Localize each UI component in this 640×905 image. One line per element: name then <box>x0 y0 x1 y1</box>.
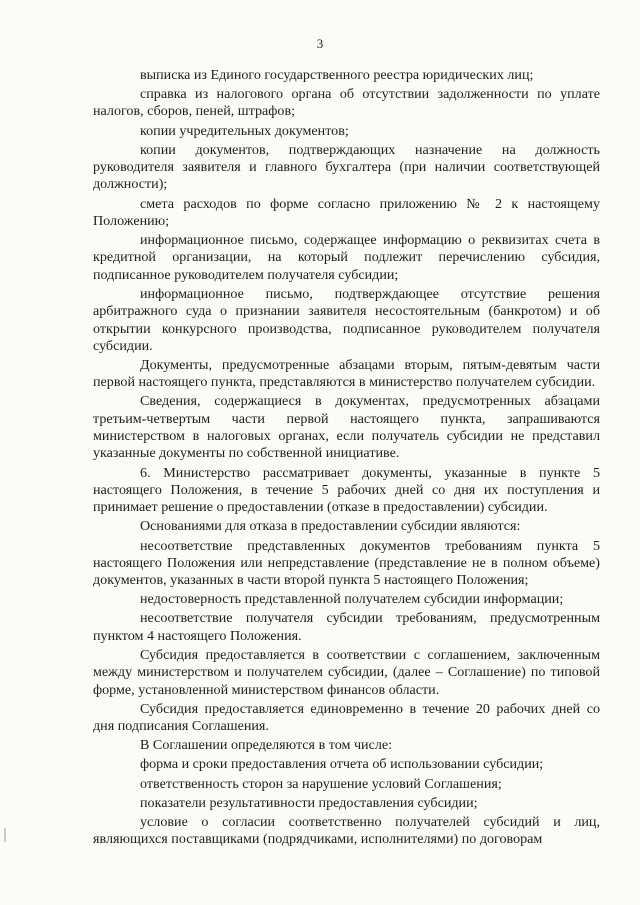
paragraph: Основаниями для отказа в предоставлении субсидии являются: <box>140 518 521 535</box>
paragraph: показатели результативности предоставления субсидии; <box>140 794 478 811</box>
paragraph: форма и сроки предоставления отчета об использовании субсидии; <box>140 756 544 773</box>
paragraph: копии документов, подтверждающих назначение на должность руководителя заявителя и главного бухгалтера (при наличии соответствующей должности); <box>93 141 600 193</box>
paragraph: Сведения, содержащиеся в документах, предусмотренных абзацами третьим-четвертым части первой настоящего пункта, запрашиваются министерством в налоговых органах, если получатель субсидии не представил указанные документы по собственной инициативе. <box>93 393 600 462</box>
paragraph: Субсидия предоставляется в соответствии с соглашением, заключенным между министерством и получателем субсидии, (далее – Соглашение) по типовой форме, установленной министерством финансов области. <box>93 646 600 698</box>
paragraph: Документы, предусмотренные абзацами вторым, пятым-девятым части первой настоящего пункта, представляются в министерство получателем субсидии. <box>93 356 600 391</box>
paragraph: несоответствие представленных документов требованиям пункта 5 настоящего Положения или непредставление (представление не в полном объеме) документов, указанных в части второй пункта 5 настоящего Положения; <box>93 537 600 589</box>
paragraph: ответственность сторон за нарушение условий Соглашения; <box>140 775 502 792</box>
paragraph: смета расходов по форме согласно приложению № 2 к настоящему Положению; <box>93 195 600 229</box>
paragraph: условие о согласии соответственно получателей субсидий и лиц, являющихся поставщиками (подрядчиками, исполнителями) по договорам <box>93 813 600 848</box>
paragraph: информационное письмо, подтверждающее отсутствие решения арбитражного суда о признании заявителя несостоятельным (банкротом) и об открытии конкурсного производства, подписанное руководителем получателя субсидии. <box>93 285 600 354</box>
paragraph: информационное письмо, содержащее информацию о реквизитах счета в кредитной организации, на который подлежит перечислению субсидия, подписанное руководителем получателя субсидии; <box>93 232 600 283</box>
paragraph: В Соглашении определяются в том числе: <box>140 737 393 754</box>
paragraph: выписка из Единого государственного реестра юридических лиц; <box>140 67 534 83</box>
scan-margin-mark <box>4 828 6 842</box>
paragraph: копии учредительных документов; <box>140 122 349 139</box>
paragraph: несоответствие получателя субсидии требованиям, предусмотренным пунктом 4 настоящего Положения. <box>93 610 600 644</box>
document-body <box>93 67 600 849</box>
page-number: 3 <box>316 36 324 51</box>
paragraph: Субсидия предоставляется единовременно в течение 20 рабочих дней со дня подписания Соглашения. <box>93 700 600 735</box>
paragraph: 6. Министерство рассматривает документы, указанные в пункте 5 настоящего Положения, в течение 5 рабочих дней со дня их поступления и принимает решение о предоставлении (отказе в предоставлении) субсидии. <box>93 464 600 516</box>
paragraph: справка из налогового органа об отсутствии задолженности по уплате налогов, сборов, пеней, штрафов; <box>93 86 600 120</box>
paragraph: недостоверность представленной получателем субсидии информации; <box>140 591 564 608</box>
